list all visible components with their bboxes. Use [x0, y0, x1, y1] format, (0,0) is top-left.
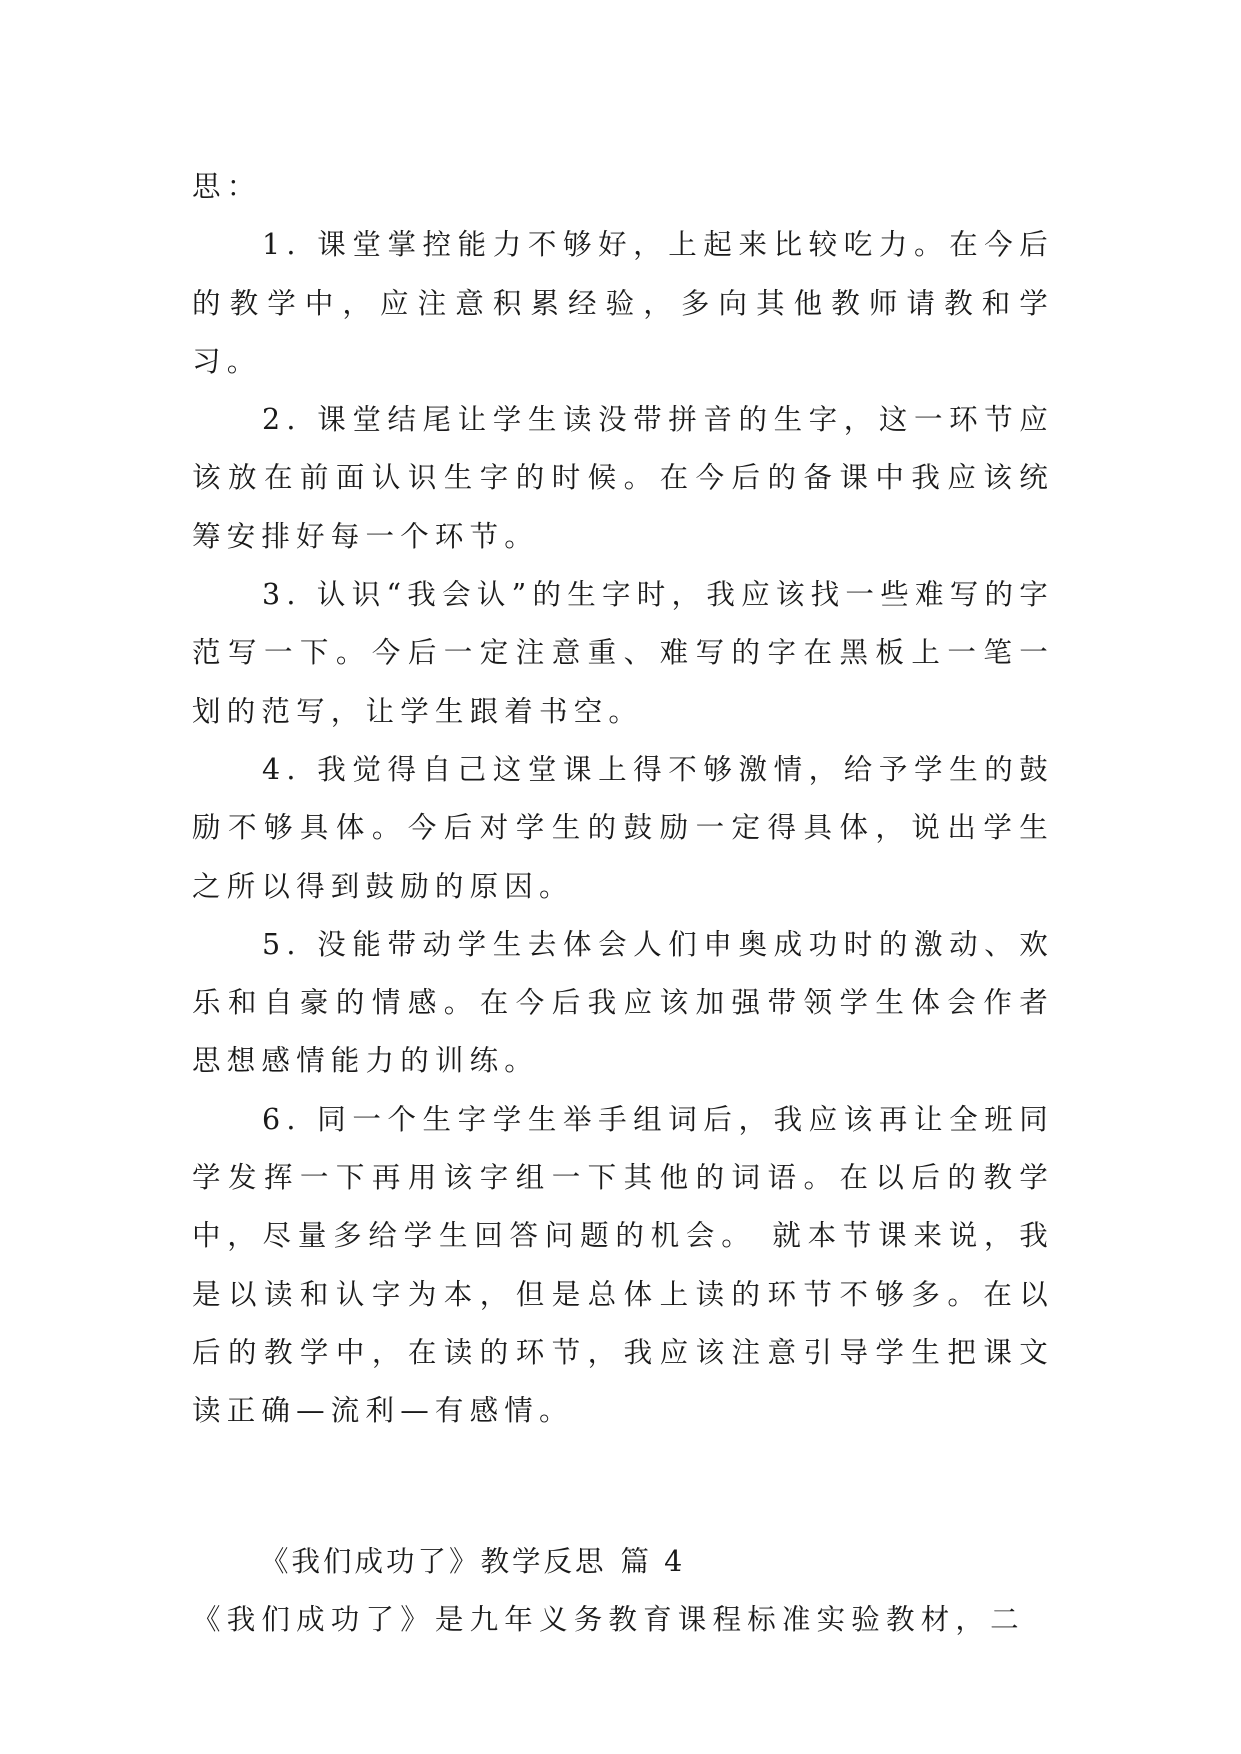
- section-heading: [192, 1533, 1054, 1591]
- lead-text: 思：: [192, 170, 262, 203]
- reflection-item-3: 3. 认识“我会认”的生字时，我应该找一些难写的字范写一下。今后一定注意重、难写的字在黑板上一笔一划的范写，让学生跟着书空。: [192, 578, 1054, 728]
- section-number: 篇 4: [620, 1544, 686, 1578]
- reflection-item-6: 6. 同一个生字学生举手组词后，我应该再让全班同学发挥一下再用该字组一下其他的词语。在以后的教学中，尽量多给学生回答问题的机会。 就本节课来说，我是以读和认字为本，但是总体上读的环节不够多。在以后的教学中，在读的环节，我应该注意引导学生把课文读正确—流利—有感情。: [192, 1102, 1054, 1428]
- reflection-item-2: 2. 课堂结尾让学生读没带拼音的生字，这一环节应该放在前面认识生字的时候。在今后的备课中我应该统筹安排好每一个环节。: [192, 403, 1054, 553]
- reflection-item-5: 5. 没能带动学生去体会人们申奥成功时的激动、欢乐和自豪的情感。在今后我应该加强带领学生体会作者思想感情能力的训练。: [192, 927, 1054, 1078]
- section-title: 《我们成功了》教学反思: [260, 1544, 607, 1578]
- section-intro: 《我们成功了》是九年义务教育课程标准实验教材，二: [192, 1602, 1025, 1636]
- document-page: [192, 158, 1054, 1649]
- section-spacer: [192, 1441, 1054, 1533]
- reflection-item-1: 1. 课堂掌控能力不够好，上起来比较吃力。在今后的教学中，应注意积累经验，多向其他教师请教和学习。: [192, 228, 1054, 378]
- reflection-item-4: 4. 我觉得自己这堂课上得不够激情，给予学生的鼓励不够具体。今后对学生的鼓励一定得具体，说出学生之所以得到鼓励的原因。: [192, 752, 1054, 903]
